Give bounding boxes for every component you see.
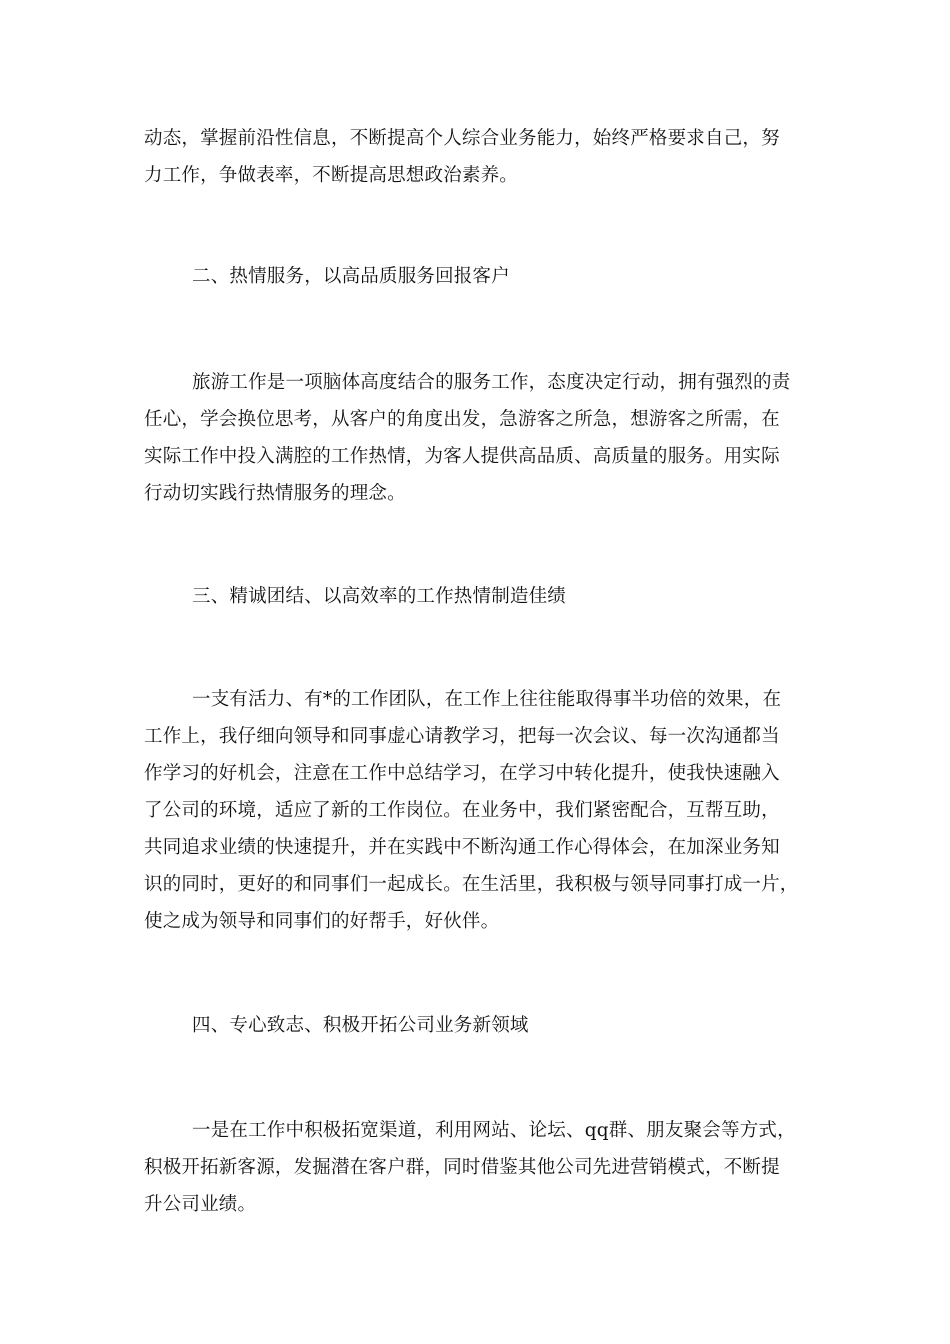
paragraph-line: 一支有活力、有*的工作团队，在工作上往往能取得事半功倍的效果，在 bbox=[192, 689, 782, 710]
paragraph-line: 了公司的环境，适应了新的工作岗位。在业务中，我们紧密配合，互帮互助， bbox=[144, 800, 780, 821]
paragraph-line: 动态，掌握前沿性信息，不断提高个人综合业务能力，始终严格要求自己，努 bbox=[144, 128, 780, 149]
paragraph-line: 积极开拓新客源，发掘潜在客户群，同时借鉴其他公司先进营销模式，不断提 bbox=[144, 1157, 780, 1178]
paragraph-line: 作学习的好机会，注意在工作中总结学习，在学习中转化提升，使我快速融入 bbox=[144, 763, 780, 784]
paragraph-section-2 bbox=[144, 364, 812, 512]
heading-text: 三、精诚团结、以高效率的工作热情制造佳绩 bbox=[192, 586, 567, 607]
section-heading-4 bbox=[144, 1007, 812, 1044]
paragraph-line: 行动切实践行热情服务的理念。 bbox=[144, 483, 406, 504]
section-heading-2 bbox=[144, 258, 812, 295]
paragraph-line: 旅游工作是一项脑体高度结合的服务工作，态度决定行动，拥有强烈的责 bbox=[192, 372, 791, 393]
heading-text: 四、专心致志、积极开拓公司业务新领域 bbox=[192, 1015, 529, 1036]
paragraph-section-4 bbox=[144, 1112, 812, 1223]
heading-text: 二、热情服务，以高品质服务回报客户 bbox=[192, 266, 510, 287]
paragraph-line: 共同追求业绩的快速提升，并在实践中不断沟通工作心得体会，在加深业务知 bbox=[144, 837, 780, 858]
paragraph-line: 升公司业绩。 bbox=[144, 1194, 257, 1215]
paragraph-line: 一是在工作中积极拓宽渠道，利用网站、论坛、qq群、朋友聚会等方式， bbox=[192, 1120, 796, 1141]
paragraph-line: 工作上，我仔细向领导和同事虚心请教学习，把每一次会议、每一次沟通都当 bbox=[144, 726, 780, 747]
paragraph-line: 识的同时，更好的和同事们一起成长。在生活里，我积极与领导同事打成一片， bbox=[144, 874, 799, 895]
paragraph-line: 力工作，争做表率，不断提高思想政治素养。 bbox=[144, 165, 519, 186]
paragraph-section-3 bbox=[144, 681, 812, 940]
section-heading-3 bbox=[144, 578, 812, 615]
paragraph-intro-continued bbox=[144, 120, 812, 194]
paragraph-line: 任心，学会换位思考，从客户的角度出发，急游客之所急，想游客之所需，在 bbox=[144, 409, 780, 430]
paragraph-line: 使之成为领导和同事们的好帮手，好伙伴。 bbox=[144, 911, 500, 932]
paragraph-line: 实际工作中投入满腔的工作热情，为客人提供高品质、高质量的服务。用实际 bbox=[144, 446, 780, 467]
